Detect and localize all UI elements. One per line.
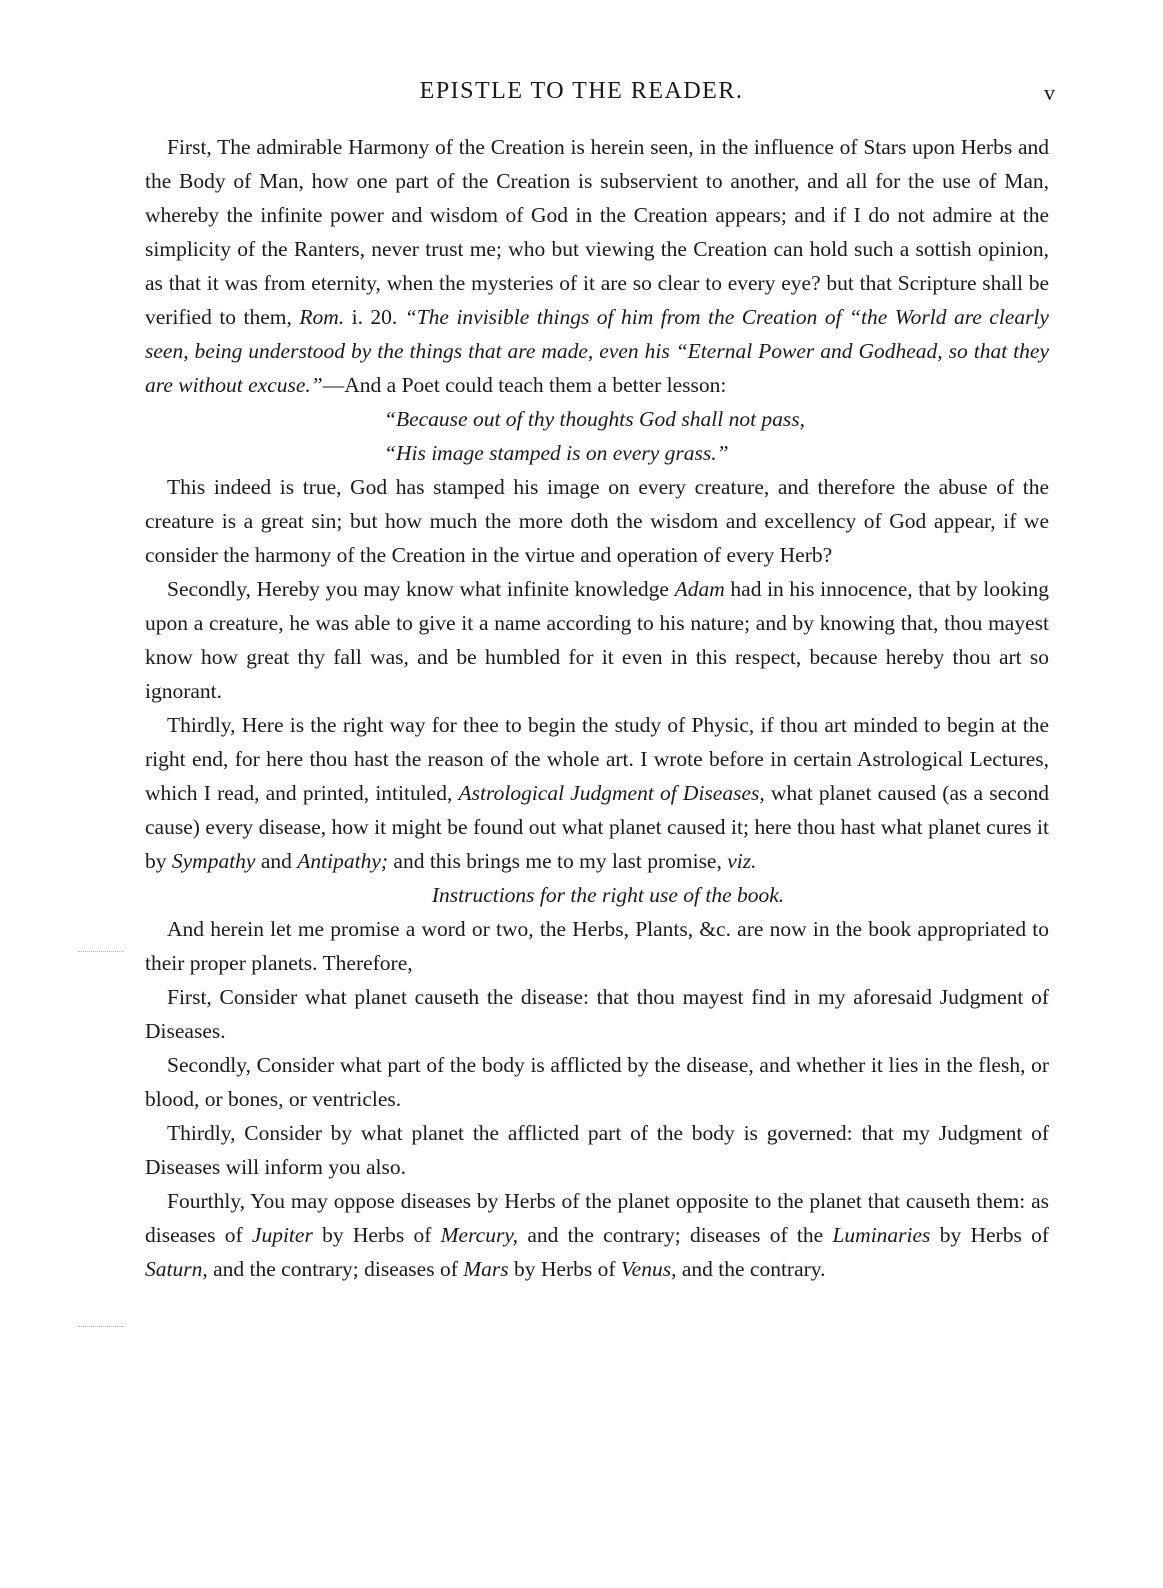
scripture-book: Rom. [299, 305, 345, 329]
book-title: Astrological Judgment of Diseases, [458, 781, 765, 805]
paragraph-first-consider: First, Consider what planet causeth the disease: that thou mayest find in my aforesaid Judgment of Diseases. [145, 985, 1049, 1043]
scripture-quote: “The invisible things of him from the Creation of “the World are clearly seen, being understood by the things that are made, even his “Eternal Power and Godhead, so that they are without excuse.” [145, 305, 1049, 397]
verse-line-2: “His image stamped is on every grass.” [384, 441, 729, 465]
paragraph-thirdly-consider: Thirdly, Consider by what planet the afflicted part of the body is governed: that my Judgment of Diseases will inform you also. [145, 1121, 1049, 1179]
paragraph-secondly-consider: Secondly, Consider what part of the body is afflicted by the disease, and whether it lies in the flesh, or blood, or bones, or ventricles. [145, 1053, 1049, 1111]
paragraph-fourthly: Fourthly, You may oppose diseases by Herbs of the planet opposite to the planet that causeth them: as diseases of Jupiter by Herbs of Mercury, and the contrary; diseases of the Luminaries by Herbs of Saturn, and the contrary; diseases of Mars by Herbs of Venus, and the contrary. [145, 1189, 1049, 1281]
section-heading: Instructions for the right use of the book. [431, 883, 785, 907]
page-body [145, 130, 1049, 1286]
paragraph-this-indeed: This indeed is true, God has stamped his image on every creature, and therefore the abuse of the creature is a great sin; but how much the more doth the wisdom and excellency of God appear, if we consider the harmony of the Creation in the virtue and operation of every Herb? [145, 475, 1049, 567]
paragraph-herein: And herein let me promise a word or two, the Herbs, Plants, &c. are now in the book appropriated to their proper planets. Therefore, [145, 917, 1049, 975]
page-number: v [1044, 80, 1055, 105]
paragraph-first: First, The admirable Harmony of the Creation is herein seen, in the influence of Stars upon Herbs and the Body of Man, how one part of the Creation is subservient to another, and all for the use of Man, whereby the infinite power and wisdom of God in the Creation appears; and if I do not admire at the simplicity of the Ranters, never trust me; who but viewing the Creation can hold such a sottish opinion, as that it was from eternity, when the mysteries of it are so clear to every eye? but that Scripture shall be verified to them, Rom. i. 20. “The invisible things of him from the Creation of “the World are clearly seen, being understood by the things that are made, even his “Eternal Power and Godhead, so that they are without excuse.”—And a Poet could teach them a better lesson: [145, 135, 1049, 397]
paragraph-secondly: Secondly, Hereby you may know what infinite knowledge Adam had in his innocence, that by looking upon a creature, he was able to give it a name according to his nature; and by knowing that, thou mayest know how great thy fall was, and be humbled for it even in this respect, because hereby thou art so ignorant. [145, 577, 1049, 703]
running-title: EPISTLE TO THE READER. [419, 78, 744, 104]
verse-line-1: “Because out of thy thoughts God shall not pass, [384, 407, 806, 431]
margin-mark [78, 1326, 124, 1327]
paragraph-thirdly: Thirdly, Here is the right way for thee to begin the study of Physic, if thou art minded to begin at the right end, for here thou hast the reason of the whole art. I wrote before in certain Astrological Lectures, which I read, and printed, intituled, Astrological Judgment of Diseases, what planet caused (as a second cause) every disease, how it might be found out what planet caused it; here thou hast what planet cures it by Sympathy and Antipathy; and this brings me to my last promise, viz. [145, 713, 1049, 873]
margin-mark [78, 951, 124, 952]
